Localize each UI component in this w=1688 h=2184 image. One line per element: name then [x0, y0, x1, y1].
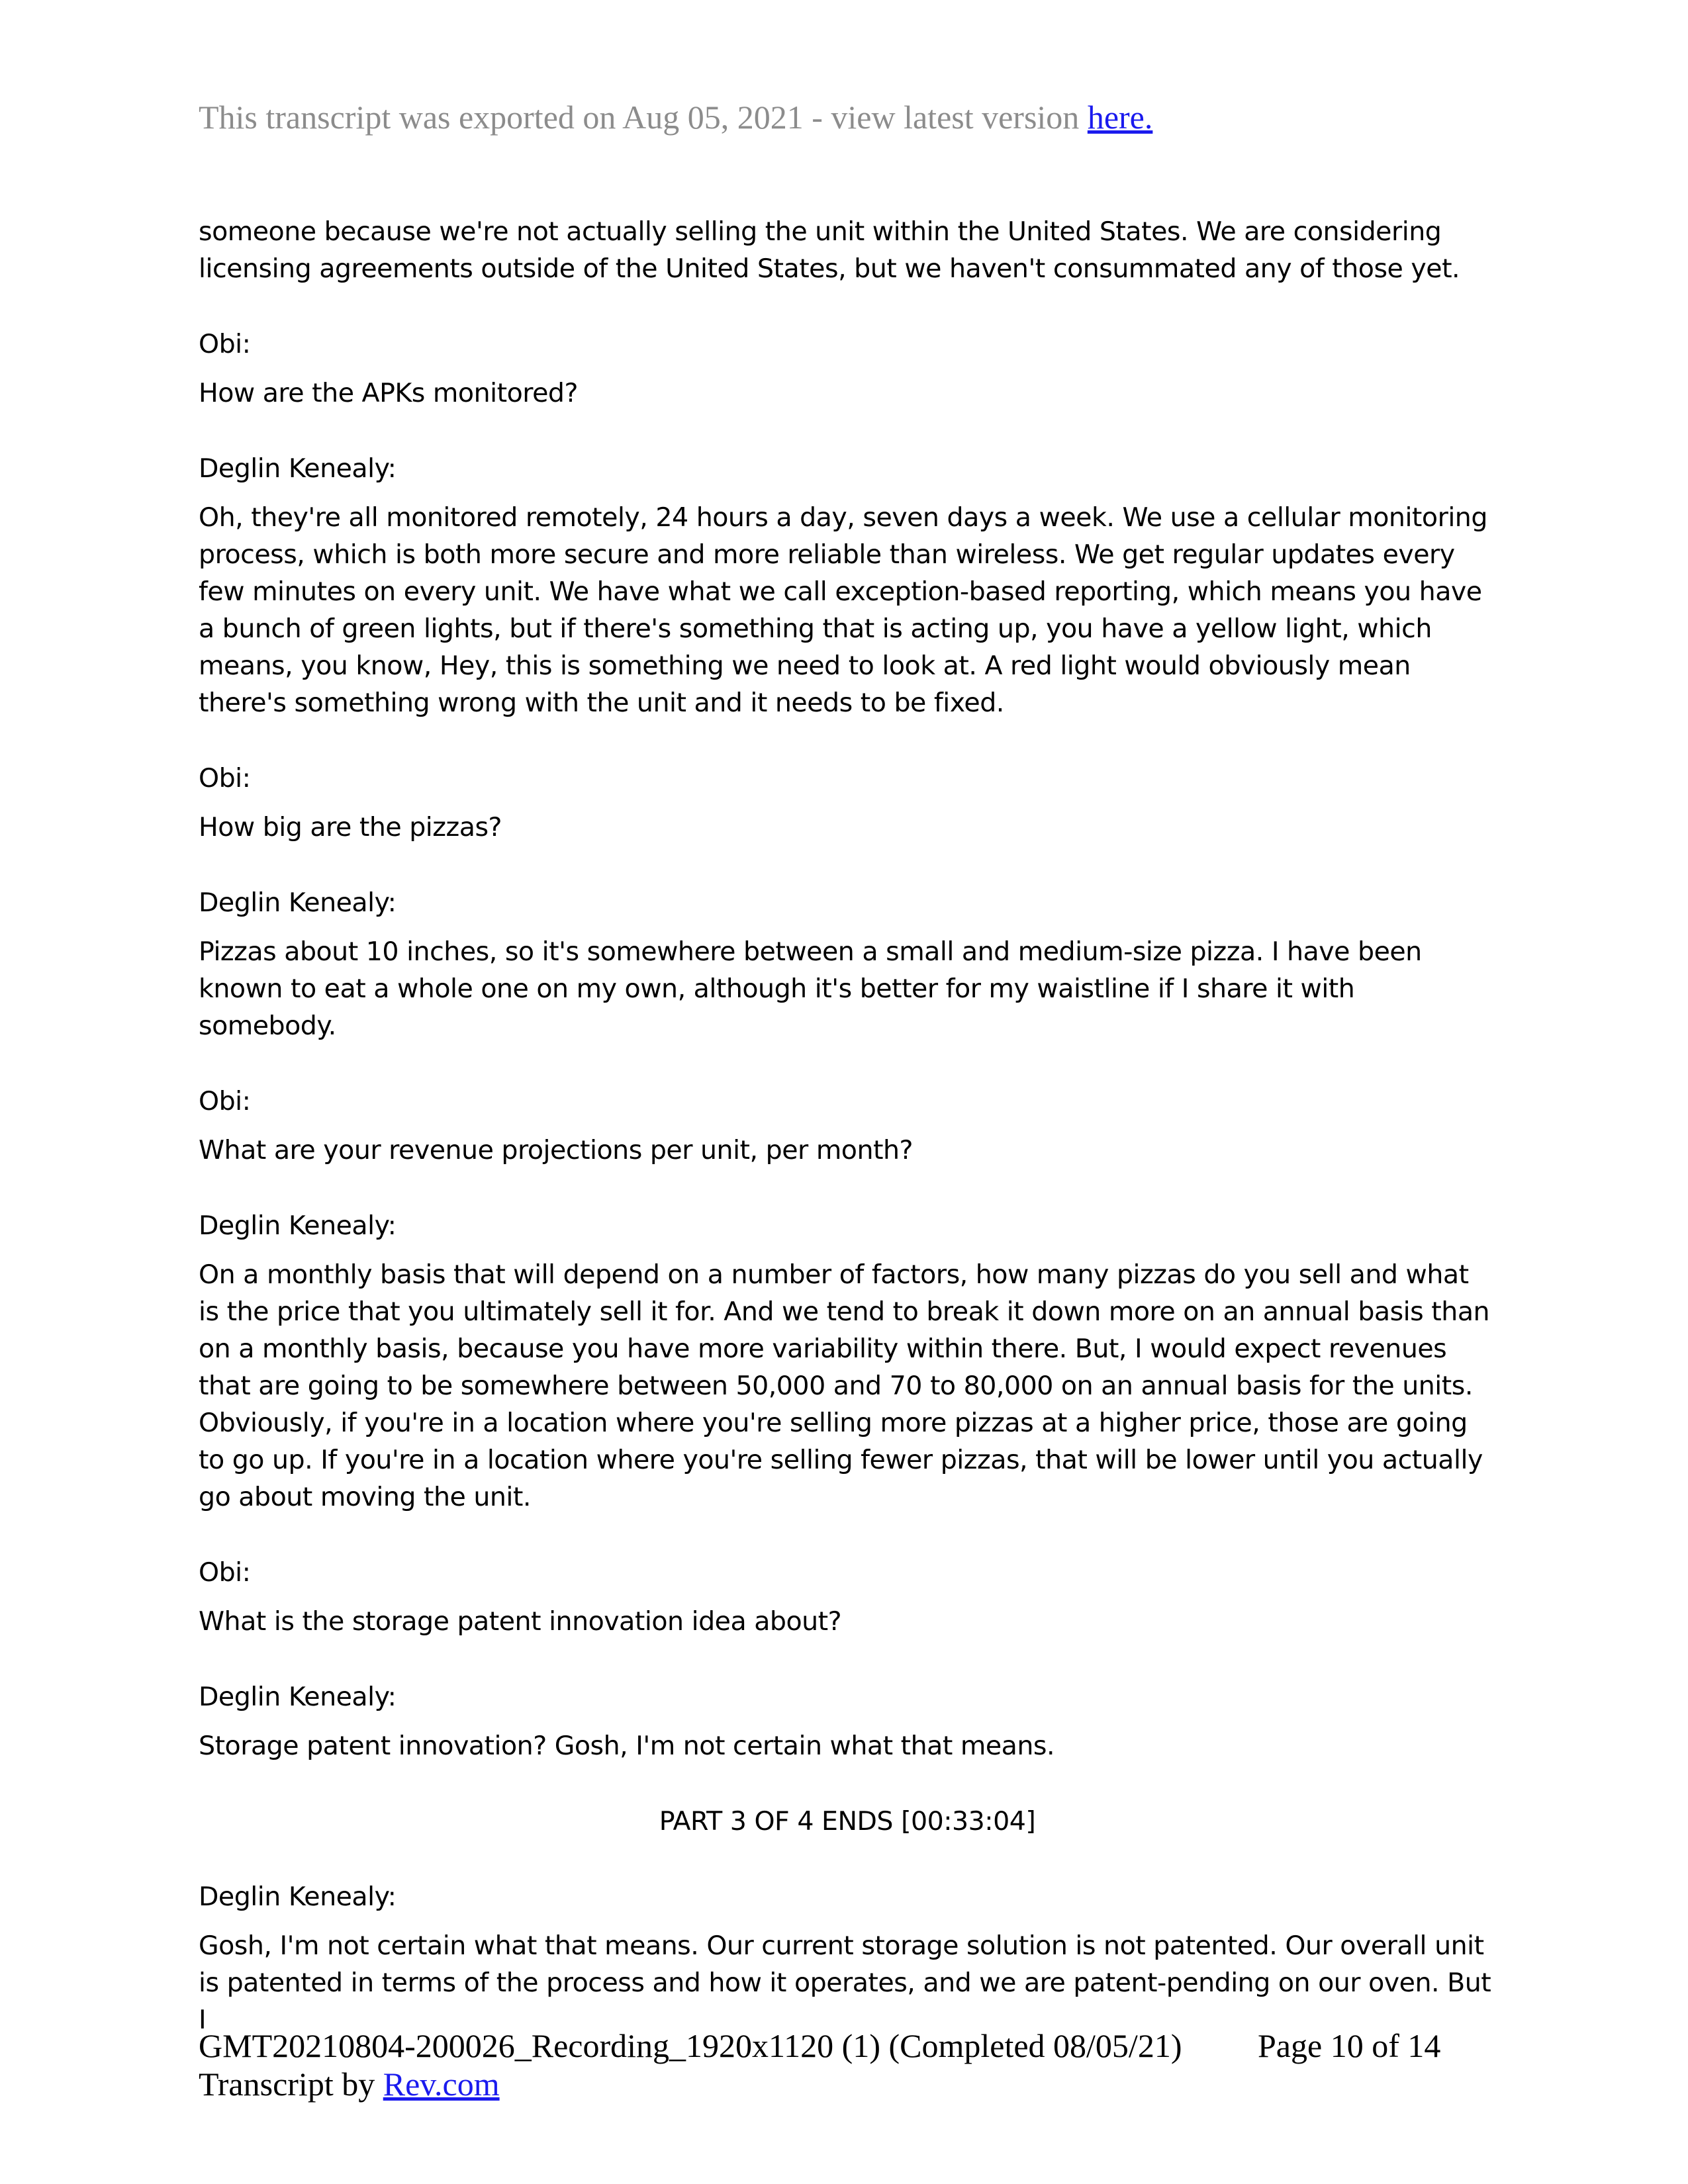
transcript-paragraph: someone because we're not actually selling the unit within the United States. We are considering licensing agreements outside of the United States, but we haven't consummated any of those yet. — [199, 216, 1460, 284]
transcript-paragraph: How are the APKs monitored? — [199, 378, 578, 408]
export-note — [199, 98, 1152, 136]
speaker-label: Deglin Kenealy: — [199, 1210, 397, 1241]
transcript-paragraph: Gosh, I'm not certain what that means. Our current storage solution is not patented. Our overall unit is patented in terms of the process and how it operates, and we are patent-pending on our oven. But I — [199, 1931, 1491, 2035]
speaker-label: Deglin Kenealy: — [199, 1682, 397, 1712]
transcript-paragraph: How big are the pizzas? — [199, 812, 502, 842]
page-footer — [199, 2026, 1440, 2103]
latest-version-link[interactable]: here. — [1087, 99, 1153, 136]
export-note-text: This transcript was exported on Aug 05, 2021 - view latest version — [199, 99, 1088, 136]
speaker-label: Obi: — [199, 763, 251, 794]
transcript-body — [199, 213, 1496, 2077]
transcript-paragraph: On a monthly basis that will depend on a number of factors, how many pizzas do you sell and what is the price that you ultimately sell it for. And we tend to break it down more on an annual basis than on a monthly basis, because you have more variability within there. But, I would expect revenues that are going to be somewhere between 50,000 and 70 to 80,000 on an annual basis for the units. Obviously, if you're in a location where you're selling more pizzas at a higher price, those are going to go up. If you're in a location where you're selling fewer pizzas, that will be lower until you actually go about moving the unit. — [199, 1259, 1490, 1512]
speaker-label: Deglin Kenealy: — [199, 887, 397, 918]
transcript-paragraph: Oh, they're all monitored remotely, 24 hours a day, seven days a week. We use a cellular monitoring process, which is both more secure and more reliable than wireless. We get regular updates every few minutes on every unit. We have what we call exception-based reporting, which means you have a bunch of green lights, but if there's something that is acting up, you have a yellow light, which means, you know, Hey, this is something we need to look at. A red light would obviously mean there's something wrong with the unit and it needs to be fixed. — [199, 502, 1487, 718]
speaker-label: Obi: — [199, 329, 251, 359]
transcript-paragraph: What are your revenue projections per unit, per month? — [199, 1135, 913, 1165]
transcript-by-label: Transcript by — [199, 2066, 375, 2103]
transcript-paragraph: What is the storage patent innovation idea about? — [199, 1606, 842, 1637]
rev-link[interactable]: Rev.com — [383, 2066, 500, 2103]
speaker-label: Obi: — [199, 1557, 251, 1588]
page-number: Page 10 of 14 — [1258, 2027, 1441, 2064]
speaker-label: Deglin Kenealy: — [199, 453, 397, 484]
speaker-label: Deglin Kenealy: — [199, 1882, 397, 1912]
transcript-paragraph: Storage patent innovation? Gosh, I'm not certain what that means. — [199, 1731, 1055, 1761]
part-end-marker: PART 3 OF 4 ENDS [00:33:04] — [659, 1806, 1036, 1837]
transcript-paragraph: Pizzas about 10 inches, so it's somewhere between a small and medium-size pizza. I have been known to eat a whole one on my own, although it's better for my waistline if I share it with somebody. — [199, 936, 1422, 1041]
recording-file-info: GMT20210804-200026_Recording_1920x1120 (1) (Completed 08/05/21) — [199, 2027, 1182, 2064]
speaker-label: Obi: — [199, 1086, 251, 1116]
